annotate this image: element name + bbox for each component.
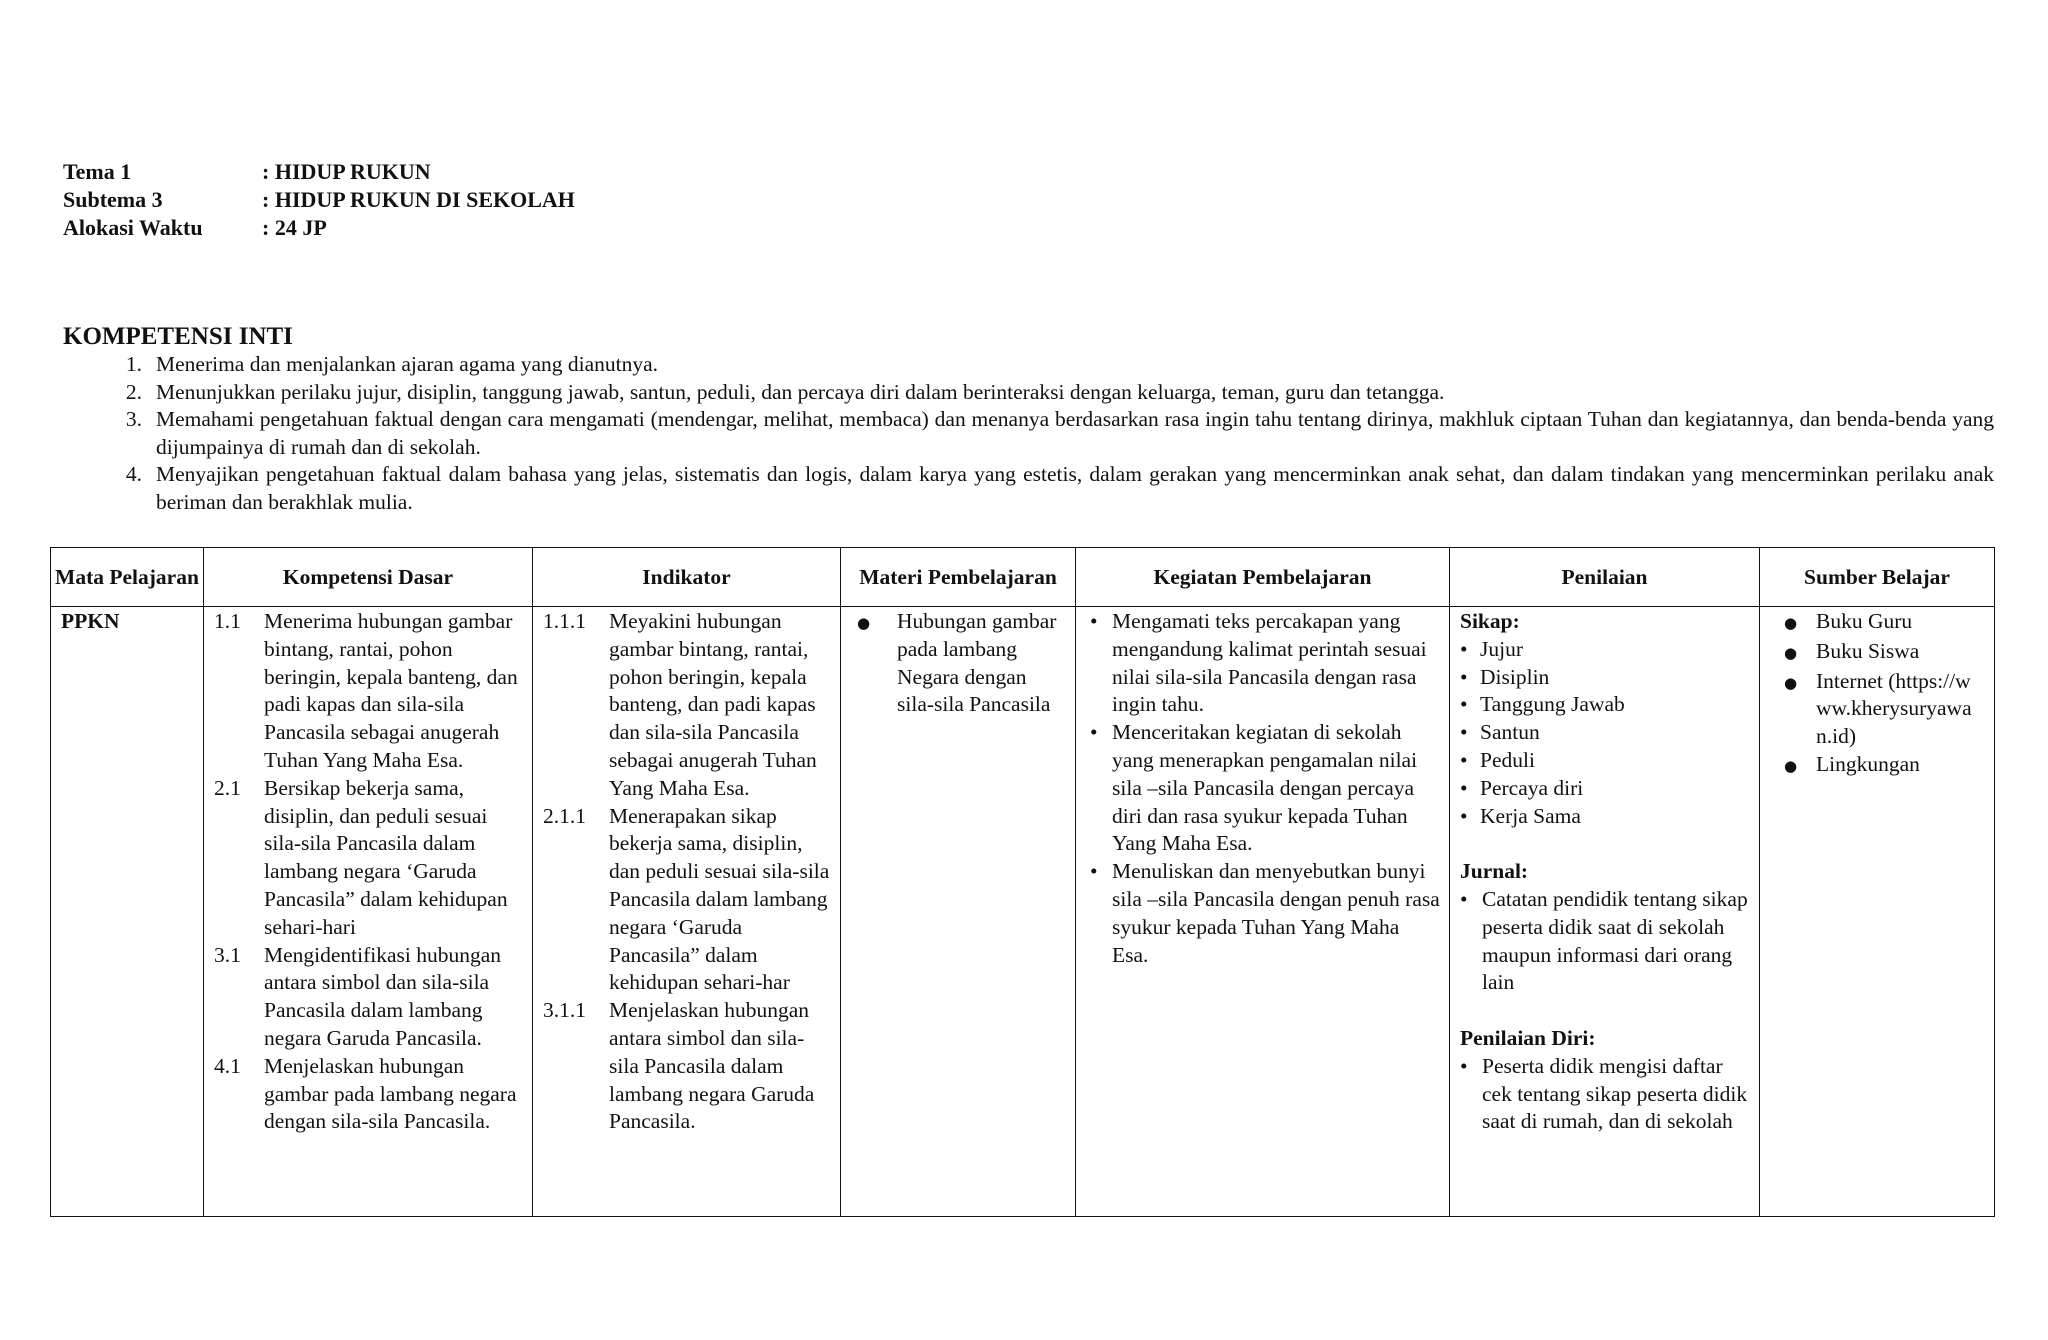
cell-penilaian (1450, 607, 1760, 1217)
bullet-icon: • (1460, 803, 1468, 828)
sumber-text: Lingkungan (1816, 751, 1920, 776)
kd-item (214, 1053, 524, 1136)
header-row-tema (63, 158, 575, 186)
bullet-icon: ● (1784, 756, 1798, 775)
kegiatan-text: Mengamati teks percakapan yang mengandung kalimat perintah sesuai nilai sila-sila Pancasila dengan rasa ingin tahu. (1112, 609, 1427, 717)
sikap-item: Disiplin (1480, 664, 1550, 689)
table-header-row (51, 548, 1995, 607)
list-item (1770, 608, 1986, 638)
bullet-icon: • (1090, 859, 1098, 884)
cell-mapel (51, 607, 204, 1217)
sumber-text: Internet (https://www.kherysuryawan.id) (1816, 668, 1972, 749)
indikator-number: 2.1.1 (543, 803, 586, 828)
header-key: Subtema 3 (63, 187, 163, 212)
list-item (1086, 858, 1441, 969)
indikator-text: Menjelaskan hubungan antara simbol dan sila-sila Pancasila dalam lambang negara Garuda Pancasila. (609, 998, 815, 1134)
list-item (1770, 751, 1986, 781)
kd-number: 2.1 (214, 775, 241, 800)
list-item (1460, 691, 1751, 719)
sikap-item: Tanggung Jawab (1480, 692, 1625, 717)
bullet-icon: ● (1784, 643, 1798, 662)
header-value: : 24 JP (262, 215, 327, 240)
indikator-item (543, 997, 832, 1136)
materi-list (851, 608, 1067, 719)
materi-text: Hubungan gambar pada lambang Negara dengan sila-sila Pancasila (897, 609, 1057, 717)
indikator-text: Menerapakan sikap bekerja sama, disiplin, dan peduli sesuai sila-sila Pancasila dalam lambang negara ‘Garuda Pancasila” dalam kehidupan sehari-har (609, 803, 830, 995)
indikator-item (543, 608, 832, 803)
section-title: KOMPETENSI INTI (63, 323, 293, 350)
indikator-number: 3.1.1 (543, 998, 586, 1023)
kompetensi-inti-list (63, 351, 1994, 516)
list-item (1770, 638, 1986, 668)
kd-number: 3.1 (214, 942, 241, 967)
list-item (1460, 636, 1751, 664)
sikap-item: Santun (1480, 720, 1540, 745)
sikap-item: Percaya diri (1480, 775, 1584, 800)
kd-text: Menerima hubungan gambar bintang, rantai, pohon beringin, kepala banteng, dan padi kapas dan sila-sila Pancasila sebagai anugerah Tuhan Yang Maha Esa. (264, 609, 518, 772)
spacer (1460, 830, 1751, 858)
column-header-kegiatan: Kegiatan Pembelajaran (1076, 548, 1450, 607)
column-header-mapel: Mata Pelajaran (51, 548, 204, 607)
penilaian-diri-title: Penilaian Diri: (1460, 1025, 1596, 1050)
sumber-text: Buku Siswa (1816, 638, 1920, 663)
list-item (1460, 664, 1751, 692)
header-row-alokasi (63, 214, 575, 242)
bullet-icon: ● (857, 614, 871, 632)
bullet-icon: ● (1784, 614, 1798, 632)
list-item (1086, 608, 1441, 719)
kegiatan-list (1086, 608, 1441, 969)
bullet-icon: • (1460, 692, 1468, 717)
cell-kompetensi-dasar (204, 607, 533, 1217)
bullet-icon: • (1460, 720, 1468, 745)
kegiatan-text: Menceritakan kegiatan di sekolah yang menerapkan pengamalan nilai sila –sila Pancasila dengan percaya diri dan rasa syukur kepada Tuhan Yang Maha Esa. (1112, 720, 1418, 856)
sikap-item: Jujur (1480, 636, 1523, 661)
header-value: : HIDUP RUKUN (262, 159, 431, 184)
column-header-sumber: Sumber Belajar (1760, 548, 1995, 607)
item-number: 2. (125, 379, 142, 404)
list-item (1460, 775, 1751, 803)
bullet-icon: • (1460, 664, 1468, 689)
document-header (63, 158, 575, 242)
header-row-subtema (63, 186, 575, 214)
kd-text: Mengidentifikasi hubungan antara simbol dan sila-sila Pancasila dalam lambang negara Garuda Pancasila. (264, 942, 502, 1050)
diri-item: Peserta didik mengisi daftar cek tentang sikap peserta didik saat di rumah, dan di sekolah (1482, 1053, 1748, 1134)
list-item (1460, 803, 1751, 831)
kd-number: 4.1 (214, 1053, 241, 1078)
bullet-icon: • (1460, 1053, 1468, 1078)
item-text: Menyajikan pengetahuan faktual dalam bahasa yang jelas, sistematis dan logis, dalam karya yang estetis, dalam gerakan yang mencerminkan anak sehat, dan dalam tindakan yang mencerminkan perilaku anak beriman dan berakhlak mulia. (156, 462, 1994, 514)
kd-number: 1.1 (214, 609, 241, 633)
cell-indikator (533, 607, 841, 1217)
indikator-number: 1.1.1 (543, 609, 586, 633)
kegiatan-text: Menuliskan dan menyebutkan bunyi sila –sila Pancasila dengan penuh rasa syukur kepada Tuhan Yang Maha Esa. (1112, 859, 1440, 967)
kd-text: Menjelaskan hubungan gambar pada lambang negara dengan sila-sila Pancasila. (264, 1053, 517, 1134)
learning-plan-table (50, 547, 1995, 1217)
bullet-icon: ● (1784, 673, 1798, 692)
item-number: 4. (125, 462, 142, 486)
list-item (63, 379, 1994, 407)
bullet-icon: • (1460, 636, 1468, 661)
list-item (63, 406, 1994, 461)
cell-sumber (1760, 607, 1995, 1217)
header-key: Tema 1 (63, 159, 132, 184)
sikap-item: Peduli (1480, 747, 1535, 772)
sumber-list (1770, 608, 1986, 781)
item-number: 1. (125, 352, 142, 376)
column-header-penilaian: Penilaian (1450, 548, 1760, 607)
list-item (63, 461, 1994, 516)
kd-item (214, 775, 524, 942)
list-item (63, 351, 1994, 379)
header-key: Alokasi Waktu (63, 215, 203, 240)
item-number: 3. (125, 407, 142, 431)
penilaian-jurnal-title: Jurnal: (1460, 859, 1529, 884)
list-item (1460, 719, 1751, 747)
penilaian-sikap-title: Sikap: (1460, 609, 1520, 633)
column-header-kd: Kompetensi Dasar (204, 548, 533, 607)
jurnal-item: Catatan pendidik tentang sikap peserta didik saat di sekolah maupun informasi dari orang lain (1482, 886, 1748, 995)
item-text: Memahami pengetahuan faktual dengan cara mengamati (mendengar, melihat, membaca) dan menanya berdasarkan rasa ingin tahu tentang dirinya, makhluk ciptaan Tuhan dan kegiatannya, dan benda-benda yang dijumpainya di rumah dan di sekolah. (156, 407, 1994, 459)
item-text: Menunjukkan perilaku jujur, disiplin, tanggung jawab, santun, peduli, dan percaya diri dalam berinteraksi dengan keluarga, teman, guru dan tetangga. (156, 379, 1445, 404)
bullet-icon: • (1090, 609, 1098, 633)
table-row (51, 607, 1995, 1217)
list-item (851, 608, 1067, 719)
list-item (1460, 1053, 1751, 1136)
bullet-icon: • (1090, 720, 1098, 745)
list-item (1460, 747, 1751, 775)
column-header-materi: Materi Pembelajaran (841, 548, 1076, 607)
list-item (1460, 886, 1751, 997)
list-item (1086, 719, 1441, 858)
column-header-indikator: Indikator (533, 548, 841, 607)
cell-kegiatan (1076, 607, 1450, 1217)
cell-materi (841, 607, 1076, 1217)
kd-text: Bersikap bekerja sama, disiplin, dan peduli sesuai sila-sila Pancasila dalam lambang negara ‘Garuda Pancasila” dalam kehidupan sehari-hari (264, 775, 508, 939)
kd-item (214, 608, 524, 775)
indikator-text: Meyakini hubungan gambar bintang, rantai, pohon beringin, kepala banteng, dan padi kapas dan sila-sila Pancasila sebagai anugerah Tuhan Yang Maha Esa. (609, 609, 817, 800)
kd-item (214, 942, 524, 1053)
list-item (1770, 668, 1986, 751)
spacer (1460, 997, 1751, 1025)
sikap-item: Kerja Sama (1480, 803, 1581, 828)
sumber-text: Buku Guru (1816, 609, 1913, 633)
bullet-icon: • (1460, 775, 1468, 800)
item-text: Menerima dan menjalankan ajaran agama yang dianutnya. (156, 352, 659, 376)
bullet-icon: • (1460, 747, 1468, 772)
indikator-item (543, 803, 832, 998)
bullet-icon: • (1460, 886, 1468, 911)
header-value: : HIDUP RUKUN DI SEKOLAH (262, 187, 575, 212)
subject-name: PPKN (61, 609, 120, 633)
